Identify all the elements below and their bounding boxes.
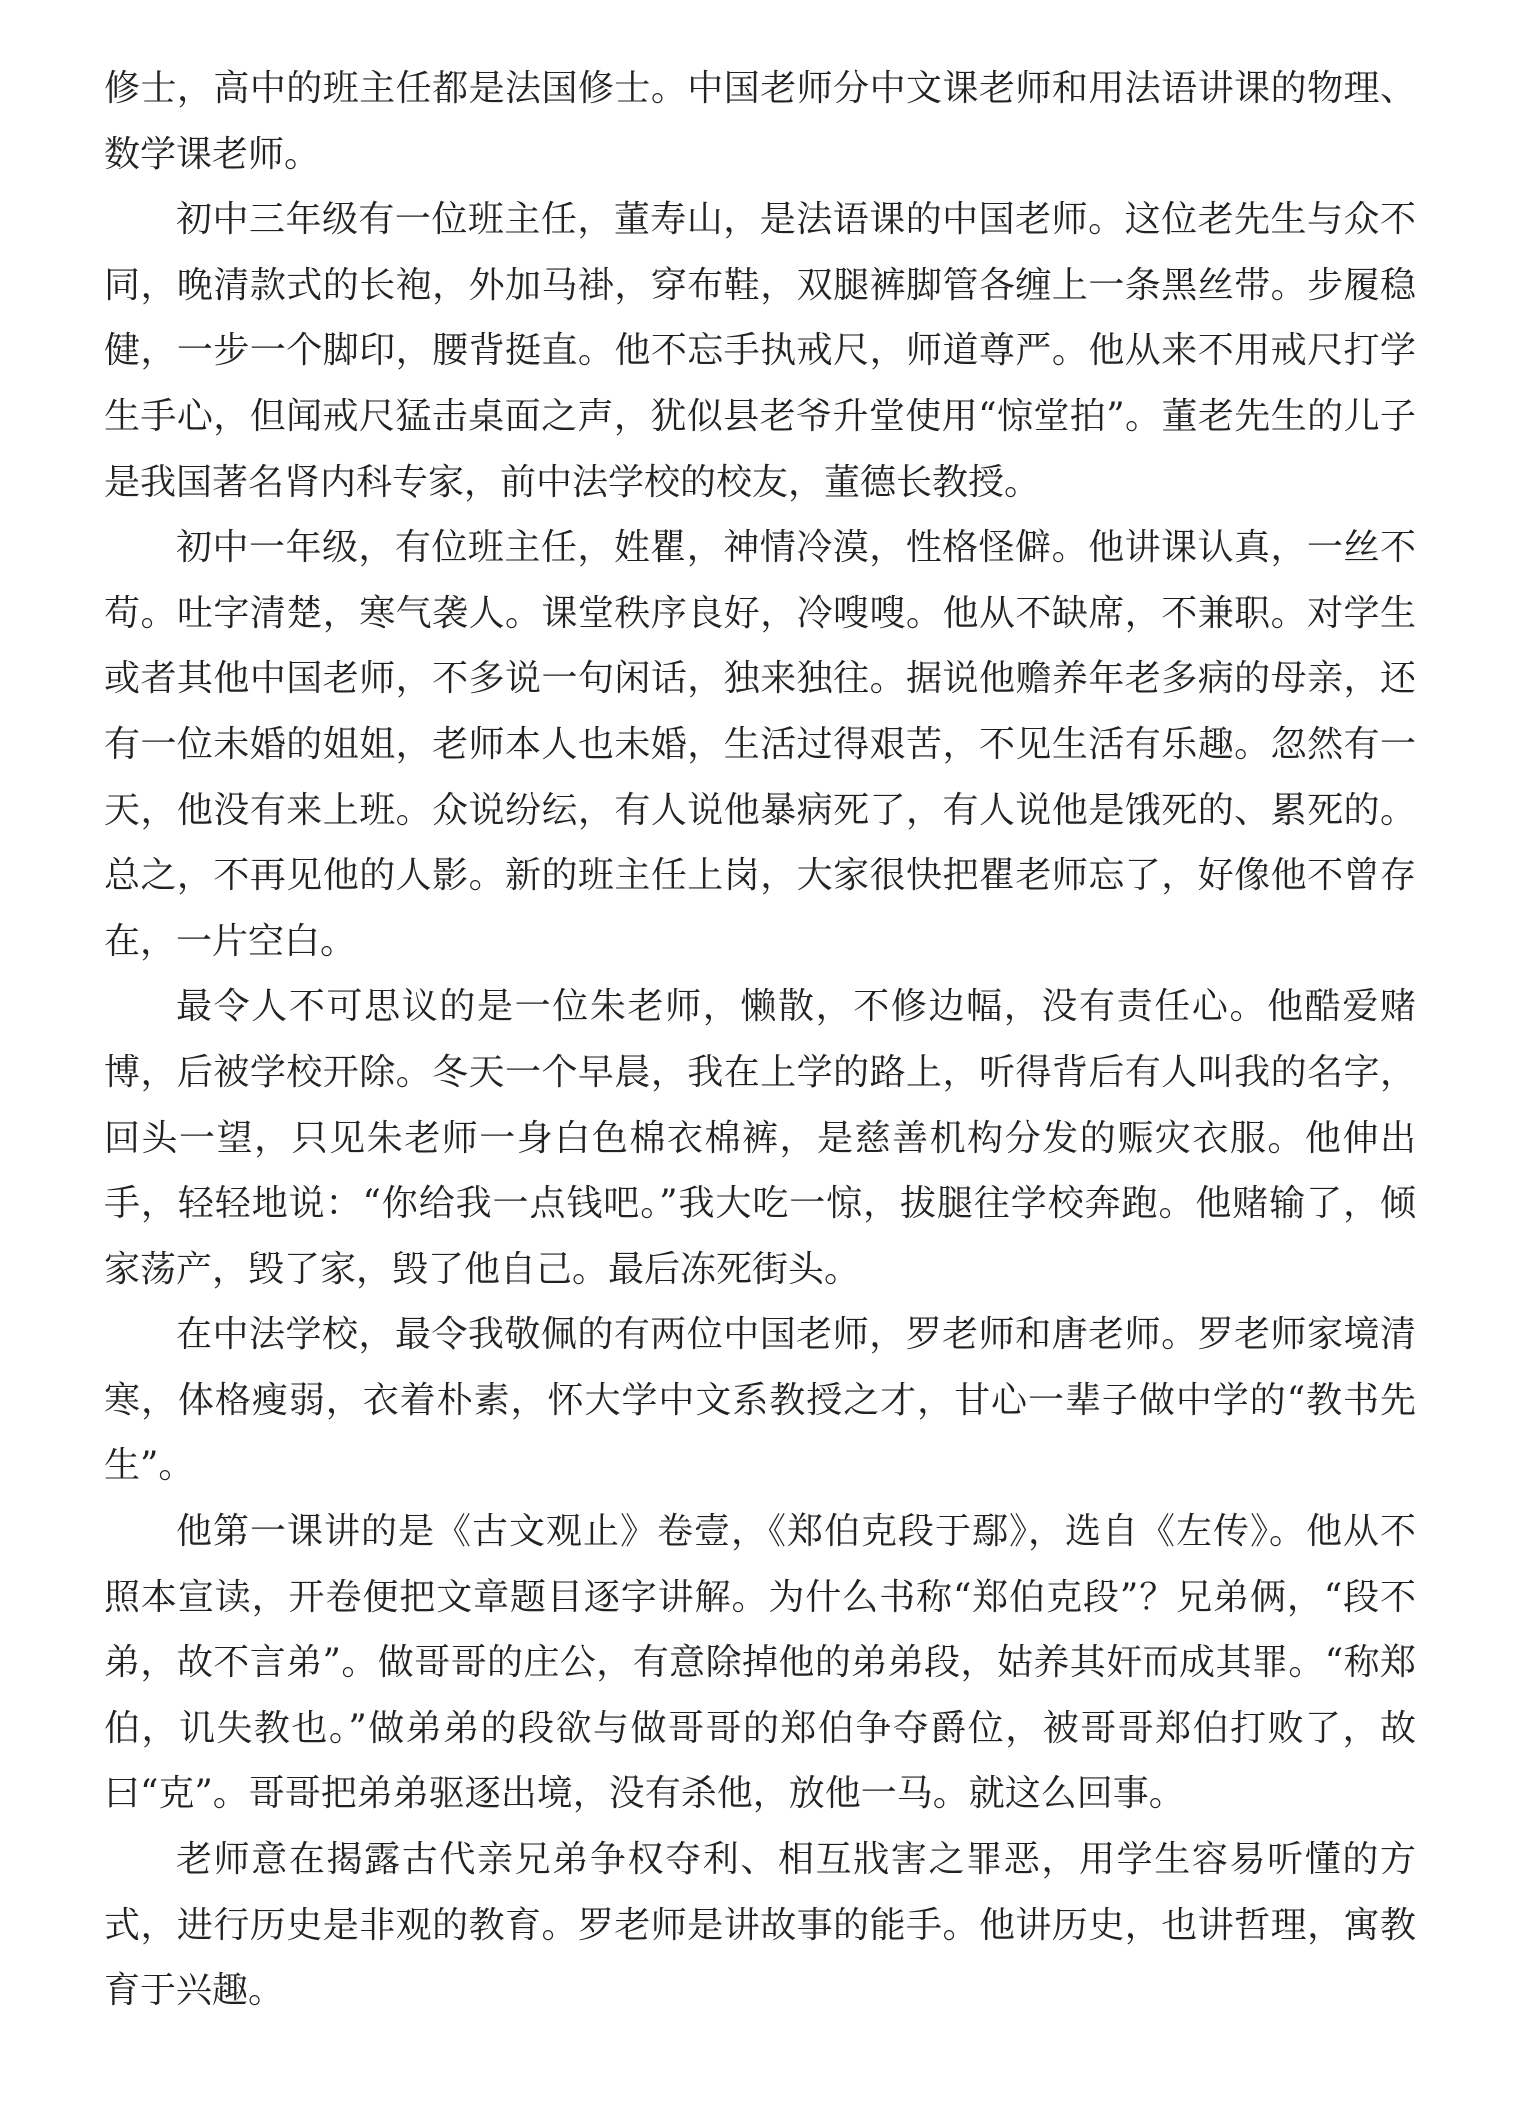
paragraph-teacher-zhu: 最令人不可思议的是一位朱老师，懒散，不修边幅，没有责任心。他酷爱赌博，后被学校开除。冬天一个早晨，我在上学的路上，听得背后有人叫我的名字，回头一望，只见朱老师一身白色棉衣棉裤，是慈善机构分发的赈灾衣服。他伸出手，轻轻地说：“你给我一点钱吧。”我大吃一惊，拔腿往学校奔跑。他赌输了，倾家荡产，毁了家，毁了他自己。最后冻死街头。 <box>104 986 1416 1290</box>
paragraph-continuation: 修士，高中的班主任都是法国修士。中国老师分中文课老师和用法语讲课的物理、数学课老师。 <box>104 68 1416 175</box>
paragraph-dong-shoushan: 初中三年级有一位班主任，董寿山，是法语课的中国老师。这位老先生与众不同，晚清款式的长袍，外加马褂，穿布鞋，双腿裤脚管各缠上一条黑丝带。步履稳健，一步一个脚印，腰背挺直。他不忘手执戒尺，师道尊严。他从来不用戒尺打学生手心，但闻戒尺猛击桌面之声，犹似县老爷升堂使用“惊堂拍”。董老先生的儿子是我国著名肾内科专家，前中法学校的校友，董德长教授。 <box>104 199 1416 503</box>
paragraph-first-lesson: 他第一课讲的是《古文观止》卷壹，《郑伯克段于鄢》，选自《左传》。他从不照本宣读，开卷便把文章题目逐字讲解。为什么书称“郑伯克段”？兄弟俩，“段不弟，故不言弟”。做哥哥的庄公，有意除掉他的弟弟段，姑养其奸而成其罪。“称郑伯，讥失教也。”做弟弟的段欲与做哥哥的郑伯争夺爵位，被哥哥郑伯打败了，故曰“克”。哥哥把弟弟驱逐出境，没有杀他，放他一马。就这么回事。 <box>104 1511 1416 1815</box>
paragraph-teacher-luo-tang: 在中法学校，最令我敬佩的有两位中国老师，罗老师和唐老师。罗老师家境清寒，体格瘦弱，衣着朴素，怀大学中文系教授之才，甘心一辈子做中学的“教书先生”。 <box>104 1314 1416 1487</box>
paragraph-teacher-qu: 初中一年级，有位班主任，姓瞿，神情冷漠，性格怪僻。他讲课认真，一丝不苟。吐字清楚，寒气袭人。课堂秩序良好，冷嗖嗖。他从不缺席，不兼职。对学生或者其他中国老师，不多说一句闲话，独来独往。据说他赡养年老多病的母亲，还有一位未婚的姐姐，老师本人也未婚，生活过得艰苦，不见生活有乐趣。忽然有一天，他没有来上班。众说纷纭，有人说他暴病死了，有人说他是饿死的、累死的。总之，不再见他的人影。新的班主任上岗，大家很快把瞿老师忘了，好像他不曾存在，一片空白。 <box>104 527 1416 962</box>
paragraph-teaching-intent: 老师意在揭露古代亲兄弟争权夺利、相互戕害之罪恶，用学生容易听懂的方式，进行历史是非观的教育。罗老师是讲故事的能手。他讲历史，也讲哲理，寓教育于兴趣。 <box>104 1839 1416 2012</box>
